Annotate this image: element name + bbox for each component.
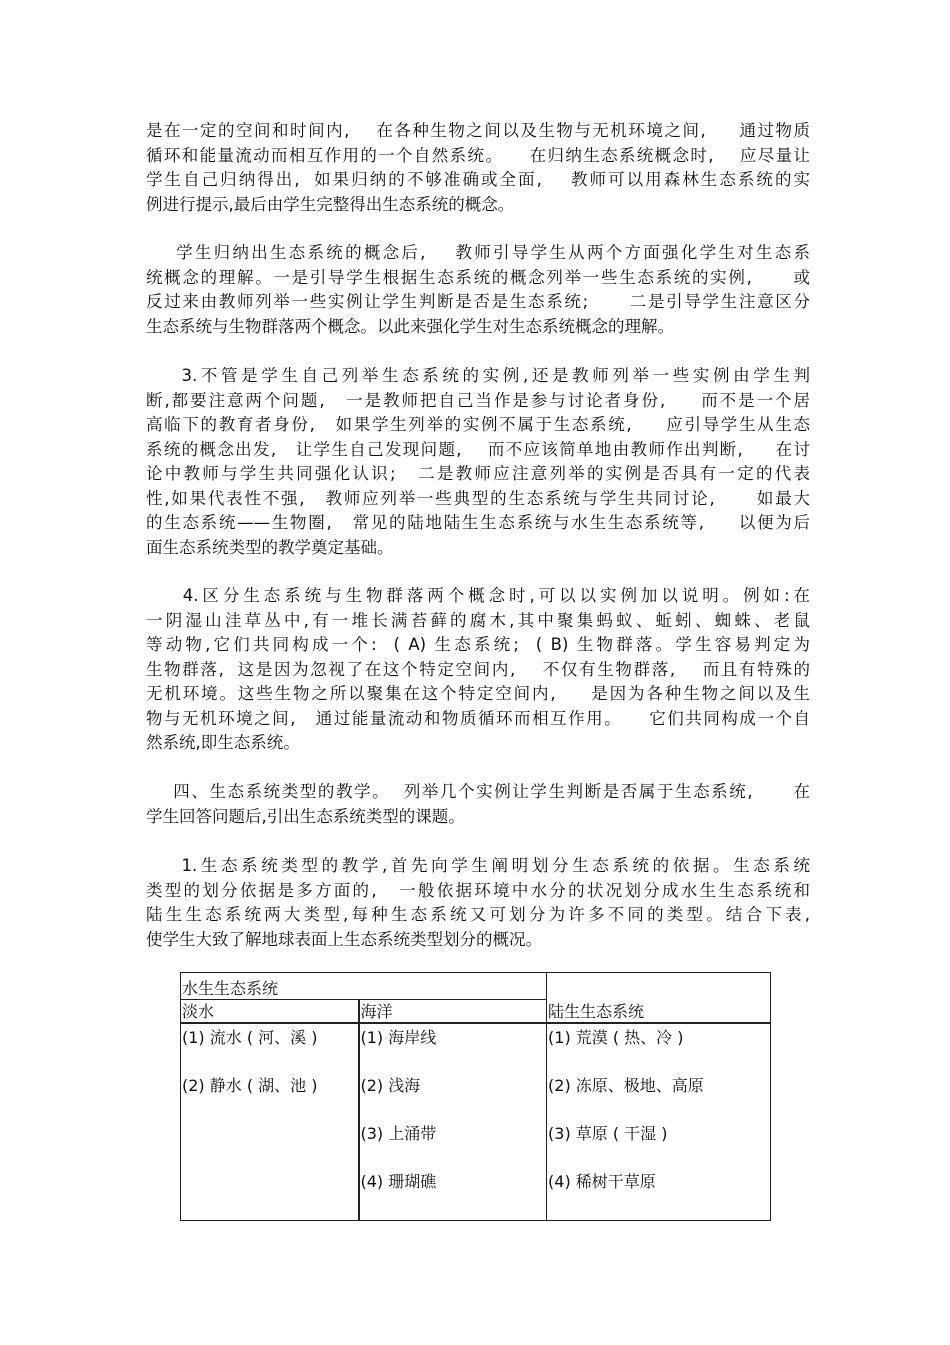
text-line: 面生态系统类型的教学奠定基础。 — [146, 537, 394, 557]
text-line: 四、生态系统类型的教学。 列举几个实例让学生判断是否属于生态系统, 在 — [146, 782, 810, 801]
list-item: (3) 上涌带 — [360, 1124, 437, 1143]
text-line: 系统的概念出发, 让学生自己发现问题, 而不应该简单地由教师作出判断, 在讨 — [146, 439, 810, 459]
text-line: 反过来由教师列举一些实例让学生判断是否是生态系统; 二是引导学生注意区分 — [146, 292, 810, 311]
text-line: 陆生生态系统两大类型,每种生态系统又可划分为许多不同的类型。结合下表, — [146, 905, 810, 924]
text-line: 生态系统与生物群落两个概念。以此来强化学生对生态系统概念的理解。 — [146, 316, 674, 336]
marine-header: 海洋 — [359, 1000, 547, 1024]
text-line: 断,都要注意两个问题, 一是教师把自己当作是参与讨论者身份, 而不是一个居 — [146, 390, 810, 410]
text-line: 学生自己归纳得出, 如果归纳的不够准确或全面, 教师可以用森林生态系统的实 — [146, 170, 810, 189]
text-line: 学生回答问题后,引出生态系统类型的课题。 — [146, 806, 465, 826]
text-line: 等动物,它们共同构成一个: ( A) 生态系统; ( B) 生物群落。学生容易判定为 — [146, 635, 810, 654]
text-line: 使学生大致了解地球表面上生态系统类型划分的概况。 — [146, 929, 542, 949]
paragraph — [146, 584, 810, 756]
terrestrial-header: 陆生生态系统 — [547, 973, 771, 1024]
list-item: (2) 浅海 — [360, 1076, 421, 1095]
text-line: 学生归纳出生态系统的概念后, 教师引导学生从两个方面强化学生对生态系 — [146, 243, 810, 262]
paragraph — [146, 119, 810, 217]
text-line: 循环和能量流动而相互作用的一个自然系统。 在归纳生态系统概念时, 应尽量让 — [146, 145, 810, 165]
paragraph — [146, 364, 810, 560]
text-line: 的生态系统——生物圈, 常见的陆地陆生生态系统与水生生态系统等, 以便为后 — [146, 513, 810, 532]
text-line: 论中教师与学生共同强化认识; 二是教师应注意列举的实例是否具有一定的代表 — [146, 464, 810, 483]
list-item: (1) 荒漠 ( 热、冷 ) — [548, 1028, 684, 1047]
text-line: 然系统,即生态系统。 — [146, 733, 300, 752]
list-item: (2) 冻原、极地、高原 — [548, 1076, 704, 1095]
paragraph — [146, 780, 810, 829]
text-line: 类型的划分依据是多方面的, 一般依据环境中水分的状况划分成水生生态系统和 — [146, 880, 810, 900]
text-line: 是在一定的空间和时间内, 在各种生物之间以及生物与无机环境之间, 通过物质 — [146, 121, 810, 140]
text-line: 性,如果代表性不强, 教师应列举一些典型的生态系统与学生共同讨论, 如最大 — [146, 488, 810, 508]
paragraph — [146, 854, 810, 952]
text-line: 无机环境。这些生物之所以聚集在这个特定空间内, 是因为各种生物之间以及生 — [146, 684, 810, 703]
list-item: (2) 静水 ( 湖、池 ) — [182, 1076, 318, 1095]
text-line: 4.区分生态系统与生物群落两个概念时,可以以实例加以说明。例如:在 — [146, 586, 810, 605]
text-line: 一阴湿山洼草丛中,有一堆长满苔藓的腐木,其中聚集蚂蚁、蚯蚓、蜘蛛、老鼠 — [146, 610, 810, 630]
list-item: (3) 草原 ( 干湿 ) — [548, 1124, 668, 1143]
text-line: 生物群落, 这是因为忽视了在这个特定空间内, 不仅有生物群落, 而且有特殊的 — [146, 659, 810, 679]
text-line: 例进行提示,最后由学生完整得出生态系统的概念。 — [146, 194, 515, 214]
freshwater-cell — [181, 1023, 359, 1221]
list-item: (4) 稀树干草原 — [548, 1172, 656, 1191]
list-item: (4) 珊瑚礁 — [360, 1172, 437, 1191]
text-line: 统概念的理解。一是引导学生根据生态系统的概念列举一些生态系统的实例, 或 — [146, 267, 810, 287]
text-line: 物与无机环境之间, 通过能量流动和物质循环而相互作用。 它们共同构成一个自 — [146, 708, 810, 728]
ecosystem-types-table — [180, 972, 771, 1221]
text-line: 3.不管是学生自己列举生态系统的实例,还是教师列举一些实例由学生判 — [146, 366, 810, 385]
paragraph — [146, 241, 810, 339]
terrestrial-cell — [547, 1023, 771, 1221]
aquatic-header: 水生生态系统 — [181, 973, 547, 1000]
text-line: 高临下的教育者身份, 如果学生列举的实例不属于生态系统, 应引导学生从生态 — [146, 415, 810, 434]
marine-cell — [359, 1023, 547, 1221]
list-item: (1) 海岸线 — [360, 1028, 437, 1047]
text-line: 1.生态系统类型的教学,首先向学生阐明划分生态系统的依据。生态系统 — [146, 856, 810, 875]
list-item: (1) 流水 ( 河、溪 ) — [182, 1028, 318, 1047]
freshwater-header: 淡水 — [181, 1000, 359, 1024]
